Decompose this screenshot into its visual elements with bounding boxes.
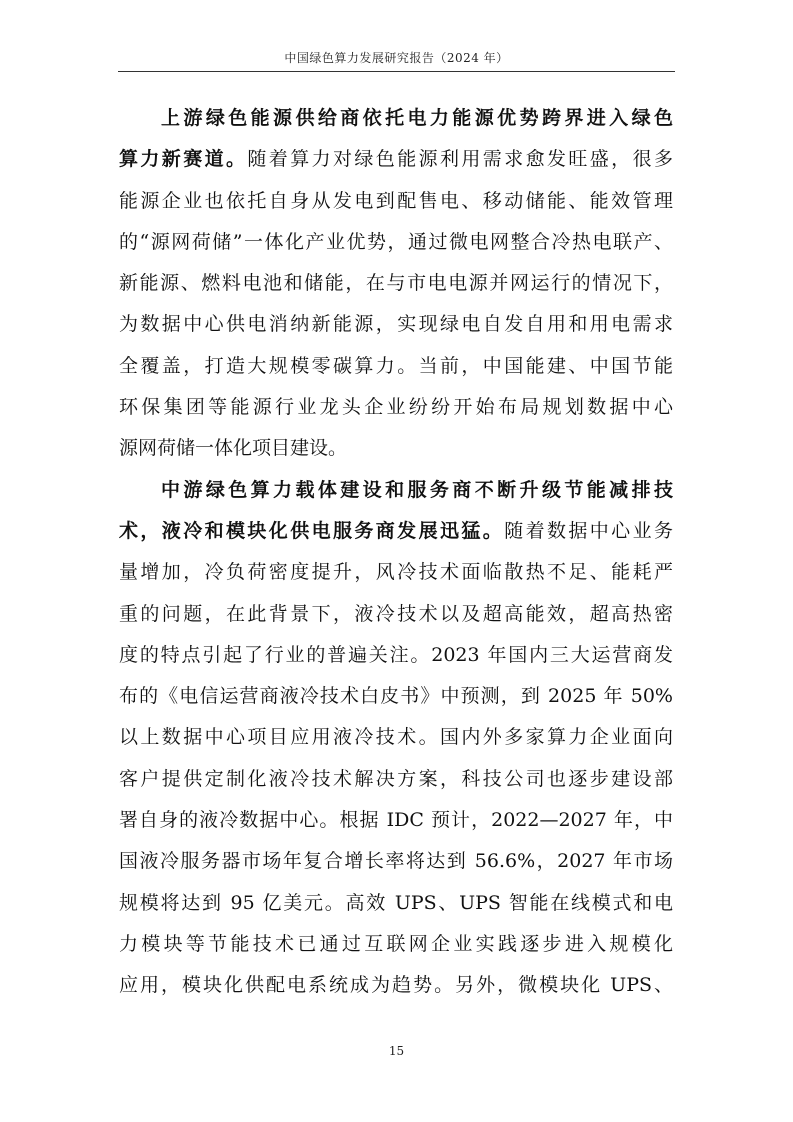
- text-line: [119, 883, 673, 924]
- text-line: [119, 387, 673, 428]
- text-line: [119, 594, 673, 635]
- text-run: 度的特点引起了行业的普遍关注。2023 年国内三大运营商发: [119, 643, 673, 666]
- text-line: [119, 759, 673, 800]
- text-line: [119, 965, 673, 1006]
- text-run: 新能源、燃料电池和储能，在与市电电源并网运行的情况下，: [119, 272, 673, 295]
- text-line: [119, 924, 673, 965]
- text-run: 环保集团等能源行业龙头企业纷纷开始布局规划数据中心: [119, 396, 673, 419]
- text-run: 布的《电信运营商液冷技术白皮书》中预测，到 2025 年 50%: [119, 685, 673, 708]
- text-line: [119, 428, 673, 469]
- text-line: [119, 717, 673, 758]
- text-run: 随着算力对绿色能源利用需求愈发旺盛，很多: [247, 148, 673, 171]
- paragraph-midstream: [119, 470, 673, 1007]
- text-run: 量增加，冷负荷密度提升，风冷技术面临散热不足、能耗严: [119, 561, 673, 584]
- text-run: 署自身的液冷数据中心。根据 IDC 预计，2022—2027 年，中: [119, 809, 673, 832]
- running-header: 中国绿色算力发展研究报告（2024 年）: [284, 51, 509, 65]
- text-line: [119, 552, 673, 593]
- text-run: 的“源网荷储”一体化产业优势，通过微电网整合冷热电联产、: [119, 230, 673, 253]
- text-run: 重的问题，在此背景下，液冷技术以及超高能效，超高热密: [119, 602, 673, 625]
- text-line: [119, 676, 673, 717]
- text-run: 全覆盖，打造大规模零碳算力。当前，中国能建、中国节能: [119, 354, 673, 377]
- text-run: 应用，模块化供配电系统成为趋势。另外，微模块化 UPS、: [119, 974, 673, 997]
- header-divider: [118, 71, 675, 72]
- body-text: [119, 98, 673, 1007]
- text-line: [119, 470, 673, 511]
- text-line: [119, 841, 673, 882]
- text-run: 国液冷服务器市场年复合增长率将达到 56.6%，2027 年市场: [119, 850, 673, 873]
- text-run-bold: 上游绿色能源供给商依托电力能源优势跨界进入绿色: [161, 107, 673, 129]
- text-line: [119, 800, 673, 841]
- text-line: [119, 222, 673, 263]
- text-run: 以上数据中心项目应用液冷技术。国内外多家算力企业面向: [119, 726, 673, 749]
- text-run-bold: 算力新赛道。: [119, 148, 248, 171]
- paragraph-upstream: [119, 98, 673, 470]
- text-line: [119, 181, 673, 222]
- text-line: [119, 511, 673, 552]
- text-run: 源网荷储一体化项目建设。: [119, 437, 348, 460]
- text-line: [119, 346, 673, 387]
- text-line: [119, 304, 673, 345]
- text-line: [119, 139, 673, 180]
- text-line: [119, 635, 673, 676]
- text-run: 为数据中心供电消纳新能源，实现绿电自发自用和用电需求: [119, 313, 673, 336]
- text-run: 随着数据中心业务: [504, 519, 673, 542]
- text-run: 力模块等节能技术已通过互联网企业实践逐步进入规模化: [119, 932, 673, 955]
- text-run: 规模将达到 95 亿美元。高效 UPS、UPS 智能在线模式和电: [119, 891, 673, 914]
- text-line: [119, 263, 673, 304]
- page-number: 15: [388, 1044, 405, 1058]
- text-run-bold: 中游绿色算力载体建设和服务商不断升级节能减排技: [161, 478, 673, 501]
- text-run: 客户提供定制化液冷技术解决方案，科技公司也逐步建设部: [119, 767, 673, 790]
- text-run-bold: 术，液冷和模块化供电服务商发展迅猛。: [119, 519, 505, 542]
- text-run: 能源企业也依托自身从发电到配售电、移动储能、能效管理: [119, 189, 673, 212]
- text-line: [119, 98, 673, 139]
